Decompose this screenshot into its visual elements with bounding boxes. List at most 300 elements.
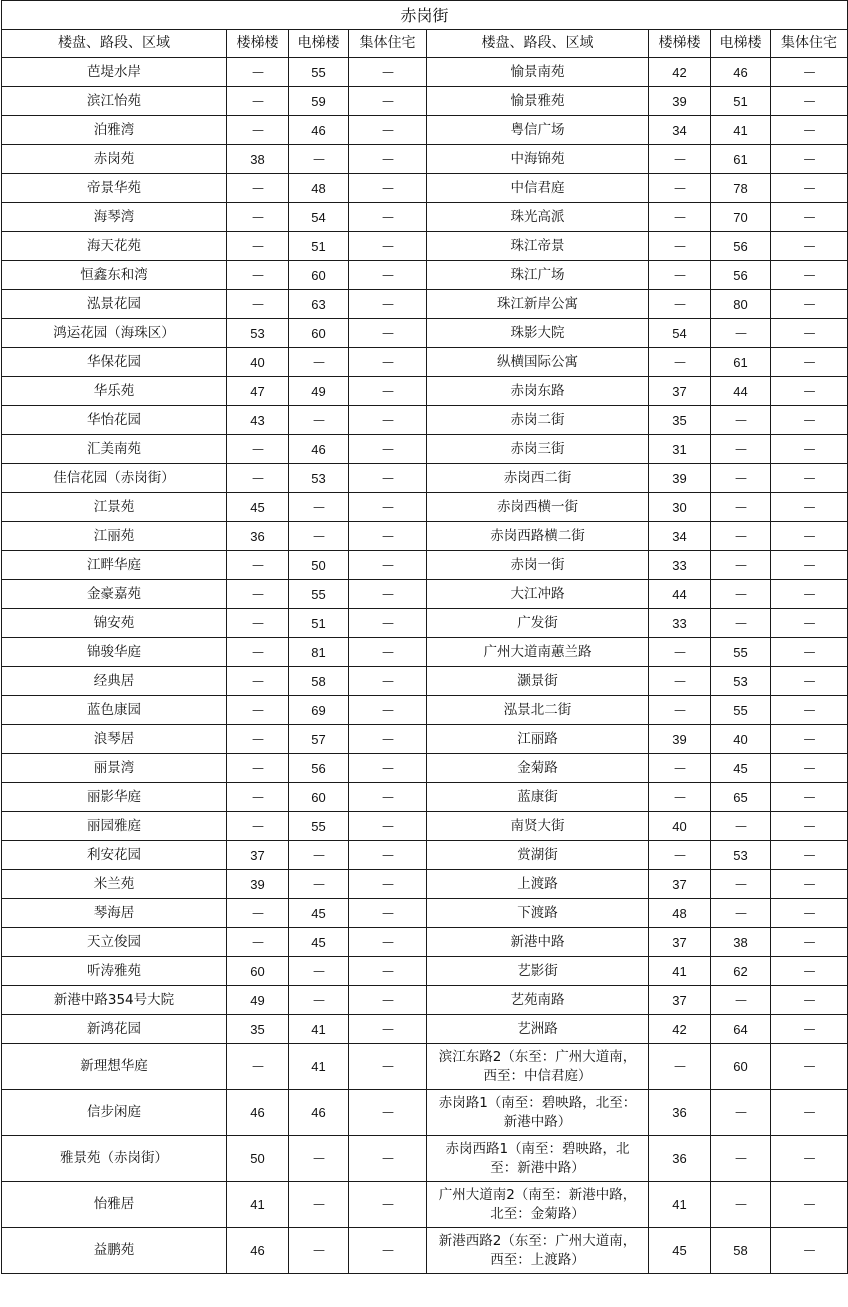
collective-cell-right: — <box>771 986 848 1015</box>
stair-cell-right: 35 <box>649 406 711 435</box>
collective-cell-right: — <box>771 841 848 870</box>
stair-cell-right: 36 <box>649 1136 711 1182</box>
stair-cell-left: — <box>227 667 289 696</box>
area-cell-right: 金菊路 <box>427 754 649 783</box>
elevator-cell-left: 55 <box>289 580 349 609</box>
table-row <box>2 899 848 928</box>
stair-cell-left: 49 <box>227 986 289 1015</box>
elevator-cell-left: 60 <box>289 783 349 812</box>
area-cell-left: 听涛雅苑 <box>2 957 227 986</box>
collective-cell-left: — <box>349 638 427 667</box>
table-row <box>2 696 848 725</box>
collective-cell-left: — <box>349 435 427 464</box>
stair-cell-right: — <box>649 667 711 696</box>
table-row <box>2 754 848 783</box>
collective-cell-left: — <box>349 174 427 203</box>
collective-cell-left: — <box>349 957 427 986</box>
collective-cell-left: — <box>349 377 427 406</box>
area-cell-left: 华乐苑 <box>2 377 227 406</box>
stair-cell-left: — <box>227 928 289 957</box>
stair-cell-left: 35 <box>227 1015 289 1044</box>
collective-cell-right: — <box>771 493 848 522</box>
stair-cell-left: — <box>227 464 289 493</box>
collective-cell-right: — <box>771 145 848 174</box>
collective-cell-left: — <box>349 203 427 232</box>
elevator-cell-right: 53 <box>711 841 771 870</box>
elevator-cell-left: 60 <box>289 319 349 348</box>
collective-cell-right: — <box>771 203 848 232</box>
stair-cell-right: 33 <box>649 609 711 638</box>
table-row <box>2 986 848 1015</box>
stair-cell-left: — <box>227 783 289 812</box>
area-cell-left: 雅景苑（赤岗街） <box>2 1136 227 1182</box>
area-cell-left: 海天花苑 <box>2 232 227 261</box>
stair-cell-right: 45 <box>649 1228 711 1274</box>
header-collective-right: 集体住宅 <box>771 30 848 58</box>
collective-cell-right: — <box>771 1182 848 1228</box>
table-row <box>2 116 848 145</box>
elevator-cell-right: 41 <box>711 116 771 145</box>
elevator-cell-right: — <box>711 522 771 551</box>
area-cell-right: 赤岗东路 <box>427 377 649 406</box>
stair-cell-right: — <box>649 783 711 812</box>
area-cell-left: 新港中路354号大院 <box>2 986 227 1015</box>
collective-cell-right: — <box>771 58 848 87</box>
collective-cell-right: — <box>771 464 848 493</box>
table-row <box>2 290 848 319</box>
stair-cell-left: — <box>227 551 289 580</box>
stair-cell-left: — <box>227 899 289 928</box>
elevator-cell-left: — <box>289 841 349 870</box>
area-cell-right: 赤岗三街 <box>427 435 649 464</box>
area-cell-right: 艺苑南路 <box>427 986 649 1015</box>
elevator-cell-left: 60 <box>289 261 349 290</box>
elevator-cell-right: — <box>711 609 771 638</box>
elevator-cell-left: — <box>289 348 349 377</box>
collective-cell-left: — <box>349 145 427 174</box>
elevator-cell-left: 45 <box>289 899 349 928</box>
table-row <box>2 1090 848 1136</box>
area-cell-left: 锦骏华庭 <box>2 638 227 667</box>
elevator-cell-right: — <box>711 406 771 435</box>
collective-cell-left: — <box>349 667 427 696</box>
elevator-cell-right: 78 <box>711 174 771 203</box>
collective-cell-left: — <box>349 725 427 754</box>
table-body <box>2 1 848 1274</box>
table-row <box>2 493 848 522</box>
table-row <box>2 435 848 464</box>
stair-cell-right: — <box>649 261 711 290</box>
stair-cell-right: — <box>649 174 711 203</box>
stair-cell-left: 45 <box>227 493 289 522</box>
stair-cell-left: 60 <box>227 957 289 986</box>
elevator-cell-left: — <box>289 870 349 899</box>
collective-cell-right: — <box>771 116 848 145</box>
collective-cell-left: — <box>349 1015 427 1044</box>
stair-cell-right: — <box>649 145 711 174</box>
collective-cell-left: — <box>349 841 427 870</box>
table-row <box>2 609 848 638</box>
elevator-cell-left: — <box>289 406 349 435</box>
area-cell-right: 赏湖街 <box>427 841 649 870</box>
elevator-cell-left: 57 <box>289 725 349 754</box>
area-cell-right: 赤岗西路横二街 <box>427 522 649 551</box>
elevator-cell-right: 56 <box>711 261 771 290</box>
elevator-cell-left: 58 <box>289 667 349 696</box>
area-cell-left: 鸿运花园（海珠区） <box>2 319 227 348</box>
stair-cell-right: — <box>649 638 711 667</box>
elevator-cell-right: 65 <box>711 783 771 812</box>
area-cell-left: 江景苑 <box>2 493 227 522</box>
stair-cell-left: — <box>227 290 289 319</box>
collective-cell-left: — <box>349 406 427 435</box>
table-row <box>2 203 848 232</box>
elevator-cell-right: — <box>711 1136 771 1182</box>
area-cell-right: 愉景南苑 <box>427 58 649 87</box>
elevator-cell-left: 63 <box>289 290 349 319</box>
area-cell-right: 中海锦苑 <box>427 145 649 174</box>
elevator-cell-left: — <box>289 1182 349 1228</box>
stair-cell-left: 37 <box>227 841 289 870</box>
table-row <box>2 1228 848 1274</box>
area-cell-right: 广州大道南2（南至：新港中路，北至：金菊路） <box>427 1182 649 1228</box>
elevator-cell-right: — <box>711 870 771 899</box>
area-cell-right: 珠江帝景 <box>427 232 649 261</box>
stair-cell-left: — <box>227 725 289 754</box>
area-cell-right: 泓景北二街 <box>427 696 649 725</box>
area-cell-right: 愉景雅苑 <box>427 87 649 116</box>
stair-cell-right: — <box>649 290 711 319</box>
elevator-cell-right: 40 <box>711 725 771 754</box>
elevator-cell-left: 59 <box>289 87 349 116</box>
collective-cell-left: — <box>349 551 427 580</box>
table-row <box>2 870 848 899</box>
stair-cell-right: — <box>649 696 711 725</box>
table-row <box>2 261 848 290</box>
elevator-cell-left: 45 <box>289 928 349 957</box>
table-row <box>2 812 848 841</box>
stair-cell-right: 37 <box>649 870 711 899</box>
header-elevator-left: 电梯楼 <box>289 30 349 58</box>
collective-cell-left: — <box>349 580 427 609</box>
elevator-cell-right: 55 <box>711 638 771 667</box>
area-cell-right: 珠影大院 <box>427 319 649 348</box>
stair-cell-left: 38 <box>227 145 289 174</box>
stair-cell-right: — <box>649 203 711 232</box>
collective-cell-right: — <box>771 609 848 638</box>
area-cell-right: 艺影街 <box>427 957 649 986</box>
collective-cell-right: — <box>771 406 848 435</box>
elevator-cell-right: 61 <box>711 145 771 174</box>
stair-cell-left: — <box>227 812 289 841</box>
stair-cell-right: 36 <box>649 1090 711 1136</box>
table-row <box>2 580 848 609</box>
collective-cell-left: — <box>349 87 427 116</box>
collective-cell-left: — <box>349 1228 427 1274</box>
stair-cell-left: — <box>227 696 289 725</box>
stair-cell-right: 42 <box>649 1015 711 1044</box>
stair-cell-right: 40 <box>649 812 711 841</box>
stair-cell-right: 42 <box>649 58 711 87</box>
area-cell-left: 江畔华庭 <box>2 551 227 580</box>
elevator-cell-left: 49 <box>289 377 349 406</box>
area-cell-right: 大江冲路 <box>427 580 649 609</box>
collective-cell-right: — <box>771 261 848 290</box>
elevator-cell-right: 55 <box>711 696 771 725</box>
elevator-cell-right: 53 <box>711 667 771 696</box>
elevator-cell-right: 51 <box>711 87 771 116</box>
collective-cell-right: — <box>771 290 848 319</box>
stair-cell-left: 50 <box>227 1136 289 1182</box>
area-cell-left: 芭堤水岸 <box>2 58 227 87</box>
area-cell-right: 珠光高派 <box>427 203 649 232</box>
table-title: 赤岗街 <box>2 1 848 30</box>
elevator-cell-right: — <box>711 319 771 348</box>
stair-cell-left: 39 <box>227 870 289 899</box>
area-cell-left: 丽影华庭 <box>2 783 227 812</box>
collective-cell-left: — <box>349 812 427 841</box>
stair-cell-right: — <box>649 1044 711 1090</box>
area-cell-right: 粤信广场 <box>427 116 649 145</box>
header-collective-left: 集体住宅 <box>349 30 427 58</box>
area-cell-left: 海琴湾 <box>2 203 227 232</box>
stair-cell-left: 46 <box>227 1090 289 1136</box>
elevator-cell-left: — <box>289 1136 349 1182</box>
collective-cell-right: — <box>771 870 848 899</box>
elevator-cell-left: — <box>289 1228 349 1274</box>
stair-cell-left: 40 <box>227 348 289 377</box>
stair-cell-right: 34 <box>649 522 711 551</box>
table-row <box>2 464 848 493</box>
title-row <box>2 1 848 30</box>
area-cell-right: 江丽路 <box>427 725 649 754</box>
collective-cell-left: — <box>349 58 427 87</box>
area-cell-left: 新理想华庭 <box>2 1044 227 1090</box>
elevator-cell-left: — <box>289 522 349 551</box>
collective-cell-left: — <box>349 116 427 145</box>
area-cell-left: 丽园雅庭 <box>2 812 227 841</box>
collective-cell-right: — <box>771 87 848 116</box>
area-cell-right: 上渡路 <box>427 870 649 899</box>
collective-cell-right: — <box>771 696 848 725</box>
area-cell-right: 新港西路2（东至：广州大道南，西至：上渡路） <box>427 1228 649 1274</box>
area-cell-left: 江丽苑 <box>2 522 227 551</box>
area-cell-left: 恒鑫东和湾 <box>2 261 227 290</box>
elevator-cell-right: 64 <box>711 1015 771 1044</box>
collective-cell-left: — <box>349 754 427 783</box>
stair-cell-right: — <box>649 841 711 870</box>
area-cell-right: 纵横国际公寓 <box>427 348 649 377</box>
stair-cell-left: — <box>227 174 289 203</box>
table-row <box>2 145 848 174</box>
area-cell-left: 华怡花园 <box>2 406 227 435</box>
stair-cell-left: — <box>227 261 289 290</box>
elevator-cell-left: 48 <box>289 174 349 203</box>
area-cell-right: 新港中路 <box>427 928 649 957</box>
elevator-cell-right: 46 <box>711 58 771 87</box>
elevator-cell-left: 51 <box>289 232 349 261</box>
stair-cell-right: 37 <box>649 928 711 957</box>
area-cell-right: 赤岗西横一街 <box>427 493 649 522</box>
area-cell-left: 帝景华苑 <box>2 174 227 203</box>
area-cell-right: 灏景街 <box>427 667 649 696</box>
elevator-cell-right: — <box>711 493 771 522</box>
elevator-cell-right: 70 <box>711 203 771 232</box>
elevator-cell-right: — <box>711 551 771 580</box>
area-cell-left: 赤岗苑 <box>2 145 227 174</box>
elevator-cell-right: 44 <box>711 377 771 406</box>
elevator-cell-left: 53 <box>289 464 349 493</box>
collective-cell-right: — <box>771 1044 848 1090</box>
collective-cell-right: — <box>771 1136 848 1182</box>
stair-cell-right: 31 <box>649 435 711 464</box>
collective-cell-left: — <box>349 1044 427 1090</box>
collective-cell-left: — <box>349 232 427 261</box>
collective-cell-right: — <box>771 551 848 580</box>
elevator-cell-left: 46 <box>289 435 349 464</box>
collective-cell-right: — <box>771 174 848 203</box>
elevator-cell-right: — <box>711 580 771 609</box>
stair-cell-right: 39 <box>649 87 711 116</box>
elevator-cell-right: 80 <box>711 290 771 319</box>
stair-cell-right: — <box>649 754 711 783</box>
elevator-cell-left: 50 <box>289 551 349 580</box>
elevator-cell-right: 58 <box>711 1228 771 1274</box>
table-row <box>2 1044 848 1090</box>
stair-cell-left: — <box>227 58 289 87</box>
table-row <box>2 1136 848 1182</box>
area-cell-right: 下渡路 <box>427 899 649 928</box>
area-cell-right: 赤岗西二街 <box>427 464 649 493</box>
collective-cell-left: — <box>349 348 427 377</box>
elevator-cell-left: 69 <box>289 696 349 725</box>
collective-cell-left: — <box>349 1090 427 1136</box>
elevator-cell-left: 51 <box>289 609 349 638</box>
collective-cell-left: — <box>349 290 427 319</box>
elevator-cell-right: 62 <box>711 957 771 986</box>
elevator-cell-right: — <box>711 464 771 493</box>
stair-cell-left: — <box>227 1044 289 1090</box>
area-cell-left: 泓景花园 <box>2 290 227 319</box>
collective-cell-right: — <box>771 667 848 696</box>
elevator-cell-right: — <box>711 1182 771 1228</box>
stair-cell-right: 44 <box>649 580 711 609</box>
area-cell-left: 新鸿花园 <box>2 1015 227 1044</box>
area-cell-left: 滨江怡苑 <box>2 87 227 116</box>
elevator-cell-left: — <box>289 145 349 174</box>
area-cell-left: 丽景湾 <box>2 754 227 783</box>
area-cell-left: 琴海居 <box>2 899 227 928</box>
stair-cell-left: — <box>227 203 289 232</box>
stair-cell-left: — <box>227 609 289 638</box>
collective-cell-left: — <box>349 928 427 957</box>
table-row <box>2 1182 848 1228</box>
stair-cell-right: 41 <box>649 1182 711 1228</box>
price-table <box>1 0 848 1274</box>
stair-cell-right: 34 <box>649 116 711 145</box>
area-cell-left: 益鹏苑 <box>2 1228 227 1274</box>
stair-cell-right: 39 <box>649 464 711 493</box>
table-row <box>2 638 848 667</box>
table-row <box>2 725 848 754</box>
table-row <box>2 58 848 87</box>
collective-cell-right: — <box>771 319 848 348</box>
stair-cell-right: 54 <box>649 319 711 348</box>
stair-cell-right: — <box>649 348 711 377</box>
elevator-cell-left: — <box>289 493 349 522</box>
collective-cell-left: — <box>349 1182 427 1228</box>
elevator-cell-left: 54 <box>289 203 349 232</box>
stair-cell-left: — <box>227 754 289 783</box>
table-row <box>2 957 848 986</box>
table-row <box>2 1015 848 1044</box>
area-cell-right: 赤岗二街 <box>427 406 649 435</box>
area-cell-right: 广州大道南蕙兰路 <box>427 638 649 667</box>
header-stair-right: 楼梯楼 <box>649 30 711 58</box>
table-row <box>2 232 848 261</box>
area-cell-left: 锦安苑 <box>2 609 227 638</box>
collective-cell-right: — <box>771 580 848 609</box>
elevator-cell-right: — <box>711 899 771 928</box>
area-cell-left: 华保花园 <box>2 348 227 377</box>
table-row <box>2 174 848 203</box>
area-cell-right: 广发街 <box>427 609 649 638</box>
elevator-cell-right: — <box>711 435 771 464</box>
collective-cell-right: — <box>771 435 848 464</box>
elevator-cell-right: — <box>711 986 771 1015</box>
elevator-cell-right: — <box>711 1090 771 1136</box>
collective-cell-right: — <box>771 377 848 406</box>
stair-cell-right: — <box>649 232 711 261</box>
stair-cell-left: — <box>227 87 289 116</box>
elevator-cell-right: 38 <box>711 928 771 957</box>
collective-cell-left: — <box>349 464 427 493</box>
table-row <box>2 87 848 116</box>
stair-cell-right: 33 <box>649 551 711 580</box>
collective-cell-right: — <box>771 1228 848 1274</box>
collective-cell-right: — <box>771 754 848 783</box>
stair-cell-left: 47 <box>227 377 289 406</box>
elevator-cell-left: 55 <box>289 812 349 841</box>
collective-cell-left: — <box>349 870 427 899</box>
area-cell-left: 泊雅湾 <box>2 116 227 145</box>
table-row <box>2 319 848 348</box>
stair-cell-left: — <box>227 435 289 464</box>
area-cell-left: 怡雅居 <box>2 1182 227 1228</box>
collective-cell-right: — <box>771 522 848 551</box>
collective-cell-left: — <box>349 696 427 725</box>
collective-cell-right: — <box>771 957 848 986</box>
area-cell-left: 佳信花园（赤岗街） <box>2 464 227 493</box>
stair-cell-left: — <box>227 638 289 667</box>
area-cell-left: 浪琴居 <box>2 725 227 754</box>
stair-cell-left: 46 <box>227 1228 289 1274</box>
collective-cell-right: — <box>771 1015 848 1044</box>
elevator-cell-left: 81 <box>289 638 349 667</box>
stair-cell-left: 53 <box>227 319 289 348</box>
collective-cell-right: — <box>771 899 848 928</box>
area-cell-right: 赤岗西路1（南至：碧映路，北至：新港中路） <box>427 1136 649 1182</box>
area-cell-right: 南贤大街 <box>427 812 649 841</box>
table-row <box>2 667 848 696</box>
collective-cell-left: — <box>349 261 427 290</box>
stair-cell-right: 48 <box>649 899 711 928</box>
stair-cell-left: 41 <box>227 1182 289 1228</box>
stair-cell-left: 36 <box>227 522 289 551</box>
area-cell-left: 信步闲庭 <box>2 1090 227 1136</box>
elevator-cell-left: 55 <box>289 58 349 87</box>
collective-cell-left: — <box>349 493 427 522</box>
